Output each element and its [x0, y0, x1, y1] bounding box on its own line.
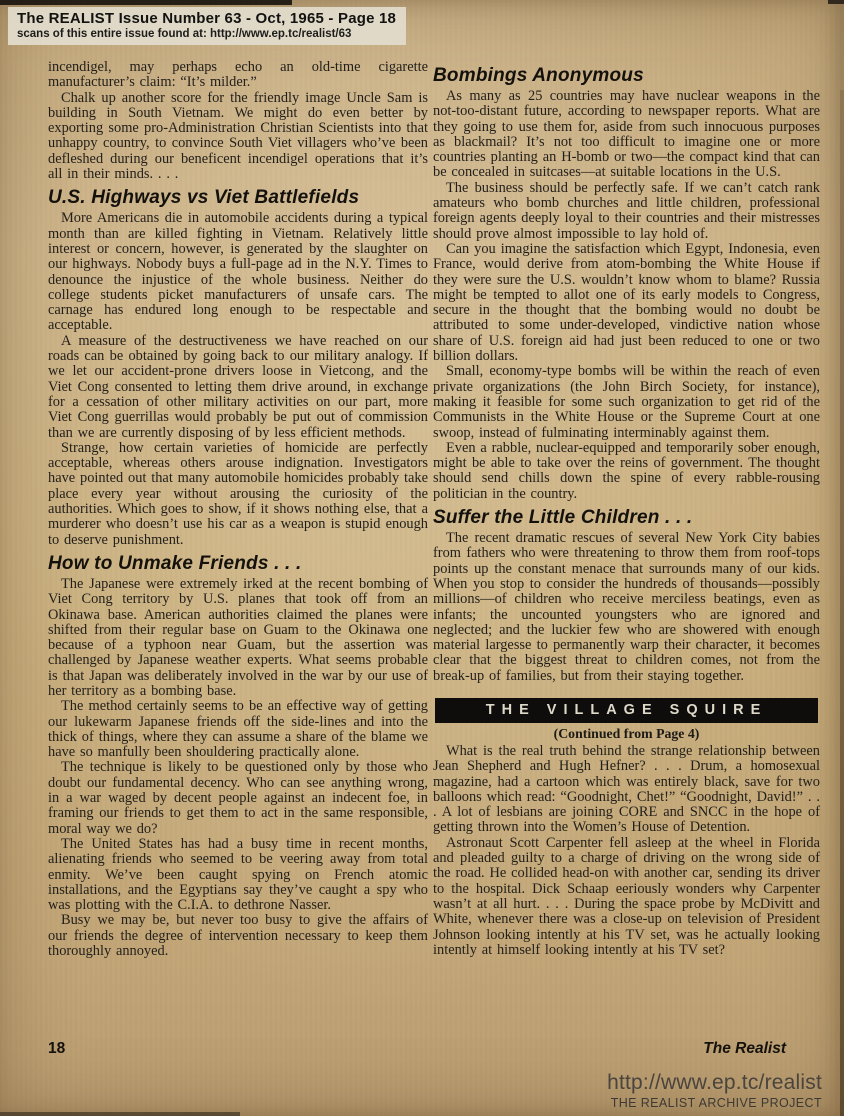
- article-columns: [48, 60, 820, 959]
- paragraph: A measure of the destructiveness we have reached on our roads can be obtained by going back to our military analogy. If we let our accident-prone drivers loose in Vietcong, and the Viet Cong consented to letting them drive around, in exchange for a cessation of other military activities on our part, more Viet Cong guerrillas would probably be put out of commission than we are currently disposing of by less efficient methods.: [48, 332, 428, 441]
- paragraph: More Americans die in automobile accidents during a typical month than are killed fighting in Vietnam. Relatively little interest or concern, however, is generated by the slaughter on our highways. Nobody buys a full-page ad in the N.Y. Times to denounce the injustice of the whole business. Neither do college students picket manufacturers of unsafe cars. The carnage has endured long enough to be respectable and acceptable.: [48, 210, 428, 334]
- paragraph: The Japanese were extremely irked at the recent bombing of Viet Cong territory by U.S. planes that took off from an Okinawa base. American authorities claimed the planes were shifted from their regular base on Guam to the Okinawa one because of a typhoon near Guam, but the assertion was challenged by Japanese weather experts. What seems probable is that Japan was deliberately involved in the war by our use of her territory as a bombing base.: [48, 575, 428, 699]
- archive-footer: [607, 1071, 822, 1110]
- scan-info-banner: [8, 7, 406, 45]
- the-village-squire-banner: THE VILLAGE SQUIRE: [435, 698, 818, 723]
- bombings-anonymous-heading: Bombings Anonymous: [433, 65, 644, 86]
- paragraph: incendigel, may perhaps echo an old-time cigarette manufacturer’s claim: “It’s milder.”: [48, 59, 428, 91]
- paragraph: As many as 25 countries may have nuclear weapons in the not-too-distant future, according to newspaper reports. What are they going to use them for, aside from such innocuous purposes as blackmail? It’s not too difficult to imagine one or more countries planting an H-bomb or two—the compact kind that can be concealed in suitcases—at suitable locations in the U.S.: [433, 88, 820, 181]
- issue-title: The REALIST Issue Number 63 - Oct, 1965 - Page 18: [17, 10, 397, 27]
- page-number: 18: [48, 1040, 66, 1057]
- paragraph: Small, economy-type bombs will be within the reach of even private organizations (the John Birch Society, for instance), making it feasible for some such organization to get rid of the Communists in the White House or the Supreme Court at one swoop, instead of fulminating interminably against them.: [433, 363, 820, 441]
- paragraph: The recent dramatic rescues of several New York City babies from fathers who were threatening to throw them from roof-tops points up the constant menace that surrounds many of our kids. When you stop to consider the hundreds of thousands—possibly millions—of children who receive merciless beatings, even as infants; the uncounted youngsters who are ignored and neglected; and the luckier few who are showered with enough material largesse to permanently warp their character, it becomes clear that the biggest threat to children comes, not from the break-up of families, but from their staying together.: [433, 530, 820, 684]
- scan-artifact-bottom-edge: [0, 1112, 240, 1116]
- the-village-squire-continued: (Continued from Page 4): [553, 725, 700, 741]
- suffer-the-little-children-heading: Suffer the Little Children . . .: [433, 507, 693, 529]
- paragraph: What is the real truth behind the strange relationship between Jean Shepherd and Hugh Hefner? . . . Drum, a homosexual magazine, had a cartoon which was entirely black, save for two balloons which read: “Goodnight, Chet!” “Goodnight, David!” . . . A lot of lesbians are joining CORE and SNCC in the hope of getting thrown into the Women’s House of Detention.: [433, 742, 820, 836]
- scan-artifact-right-edge: [840, 90, 844, 1116]
- scan-artifact-top-edge: [0, 0, 292, 5]
- us-highways-vs-viet-battlefields-heading: U.S. Highways vs Viet Battlefields: [48, 187, 360, 209]
- scan-source-url: scans of this entire issue found at: http://www.ep.tc/realist/63: [17, 28, 352, 40]
- archive-project-label: THE REALIST ARCHIVE PROJECT: [610, 1096, 822, 1110]
- paragraph: The business should be perfectly safe. If we can’t catch rank amateurs who bomb churches and little children, professional foreign agents deeply loyal to their countries and their mistresses should prove almost impossible to lay hold of.: [433, 179, 820, 242]
- paragraph: Can you imagine the satisfaction which Egypt, Indonesia, even France, would derive from atom-bombing the White House if they were sure the U.S. wouldn’t know whom to blame? Russia might be tempted to allot one of its early models to Congress, secure in the thought that the bombing would no doubt be attributed to some under-developed, vindictive nation whose share of U.S. foreign aid had just been reduced to one or two billion dollars.: [433, 240, 820, 365]
- paragraph: Strange, how certain varieties of homicide are perfectly acceptable, whereas others arouse indignation. Investigators have pointed out that many automobile homicides probably take place every year without arousing the curiosity of the authorities. Which goes to show, if it shows nothing else, that a murderer who doesn’t use his car as a weapon is stupid enough to deserve punishment.: [48, 439, 428, 548]
- right-column: [433, 60, 820, 959]
- archive-url: http://www.ep.tc/realist: [607, 1071, 822, 1094]
- scan-artifact-top-right-edge: [828, 0, 844, 4]
- paragraph: Even a rabble, nuclear-equipped and temporarily sober enough, might be able to take over the reins of government. The thought should send chills down the spine of every rabble-rousing politician in the country.: [433, 439, 820, 502]
- paragraph: The method certainly seems to be an effective way of getting our lukewarm Japanese friends off the side-lines and into the thick of things, where they can assume a share of the blame we have so manfully been shouldering practically alone.: [48, 698, 428, 761]
- how-to-unmake-friends-heading: How to Unmake Friends . . .: [48, 552, 302, 574]
- paragraph: The technique is likely to be questioned only by those who doubt our fundamental decency. Who can see anything wrong, in a war waged by decent people against an indecent foe, in framing our friends to get them to act in the same responsible, moral way we do?: [48, 759, 428, 837]
- paragraph: Chalk up another score for the friendly image Uncle Sam is building in South Vietnam. We might do even better by exporting some pro-Administration Christian Scientists into that unhappy country, to convince South Viet villagers who’ve been defleshed during our beneficent incendigel operations that it’s all in their minds. . . .: [48, 89, 428, 183]
- left-column: [48, 60, 428, 959]
- paragraph: The United States has had a busy time in recent months, alienating friends who seemed to be veering away from total enmity. We’ve been caught spying on French atomic installations, and the Egyptians say they’ve caught a spy who was plotting with the C.I.A. to dethrone Nasser.: [48, 835, 428, 914]
- paragraph: Astronaut Scott Carpenter fell asleep at the wheel in Florida and pleaded guilty to a charge of driving on the wrong side of the road. He collided head-on with another car, sending its driver to the hospital. Dick Schaap eeriously wonders why Carpenter wasn’t at all hurt. . . . During the space probe by McDivitt and White, whenever there was a close-up on television of President Johnson looking intently at his TV set, was he actually looking intently at himself looking intently at his TV set?: [433, 834, 820, 958]
- magazine-name: The Realist: [703, 1040, 786, 1057]
- paragraph: Busy we may be, but never too busy to give the affairs of our friends the degree of intervention necessary to keep them thoroughly annoyed.: [48, 912, 428, 960]
